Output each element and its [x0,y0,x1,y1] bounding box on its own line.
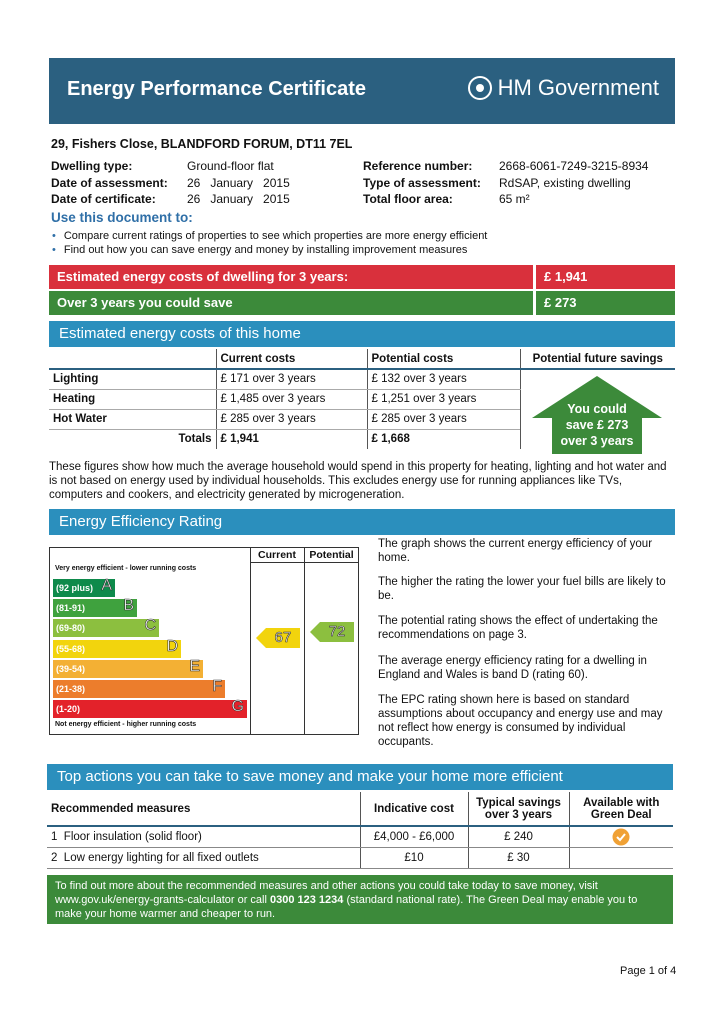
floor-area-label: Total floor area: [363,192,453,206]
current-rating: 67 [274,629,292,646]
header-banner [49,58,675,124]
eer-col-current: Current [258,549,296,561]
eer-heading: Energy Efficiency Rating [49,509,675,535]
band-e: (39-54) E [53,660,203,678]
band-b: (81-91) B [53,599,137,617]
assessment-type-value: RdSAP, existing dwelling [499,176,631,190]
assessment-date-value: 26 January 2015 [187,176,290,190]
dwelling-type-value: Ground-floor flat [187,159,274,173]
hm-government-logo [468,75,659,101]
eer-divider [250,547,251,735]
use-heading: Use this document to: [51,210,193,225]
phone-number[interactable]: 0300 123 1234 [270,894,344,906]
estimated-cost-bar: Estimated energy costs of dwelling for 3 years: [49,265,533,289]
bullet-icon: • [52,244,56,256]
eer-paragraph-4: The average energy efficiency rating for a dwelling in England and Wales is band D (rating 60). [378,655,647,681]
green-deal-tick-icon [612,828,630,846]
band-d: (55-68) D [53,640,181,658]
table-row: 1 Floor insulation (solid floor) £4,000 - £6,000 £ 240 [47,826,673,847]
eer-col-potential: Potential [309,549,354,561]
actions-table [47,792,673,869]
eer-paragraph-2: The higher the rating the lower your fuel bills are likely to be. [378,576,666,602]
reference-label: Reference number: [363,159,473,173]
costs-heading: Estimated energy costs of this home [49,321,675,347]
save-value: £ 273 [536,291,675,315]
reference-value: 2668-6061-7249-3215-8934 [499,159,649,173]
col-savings: Potential future savings [520,349,675,369]
table-row: Lighting £ 171 over 3 years £ 132 over 3 years [49,369,675,389]
bullet-icon: • [52,230,56,242]
crest-icon [468,76,492,100]
use-bullet-2: • Find out how you can save energy and money by installing improvement measures [52,244,468,256]
eer-paragraph-1: The graph shows the current energy efficiency of your home. [378,538,653,564]
page-number: Page 1 of 4 [620,965,677,977]
eer-top-label: Very energy efficient - lower running costs [55,565,197,572]
eer-paragraph-5: The EPC rating shown here is based on standard assumptions about occupancy and energy use and may not reflect how energy is consumed by individual occupants. [378,694,663,748]
band-a: (92 plus) A [53,579,115,597]
estimated-cost-value: £ 1,941 [536,265,675,289]
eer-divider [304,547,305,735]
col-potential: Potential costs [367,349,520,369]
col-current: Current costs [216,349,367,369]
actions-heading: Top actions you can take to save money and make your home more efficient [47,764,673,790]
band-c: (69-80) C [53,619,159,637]
eer-paragraph-3: The potential rating shows the effect of undertaking the recommendations on page 3. [378,615,658,641]
totals-row: Totals £ 1,941 £ 1,668 [49,429,675,449]
use-bullet-1: • Compare current ratings of properties to see which properties are more energy efficient [52,230,488,242]
potential-rating: 72 [328,623,346,640]
certificate-title: Energy Performance Certificate [67,78,367,100]
table-row: Hot Water £ 285 over 3 years £ 285 over 3 years [49,409,675,429]
grants-link[interactable]: www.gov.uk/energy-grants-calculator or call [55,894,270,906]
footer-info: To find out more about the recommended measures and other actions you could take today to save money, visit www.gov.uk/energy-grants-calculator or call 0300 123 1234 (standard national rate). The Green Deal may enable you to make your home warmer and cheaper to run. [47,875,673,924]
band-f: (21-38) F [53,680,225,698]
certificate-date-label: Date of certificate: [51,192,156,206]
costs-note: These figures show how much the average household would spend in this property for heating, lighting and hot water and is not based on energy used by individual households. This excludes energy use for running appliances like TVs, computers and cookers, and electricity generated by microgeneration. [49,461,667,501]
eer-header-line [250,562,359,563]
floor-area-value: 65 m² [499,192,530,206]
savings-callout: You could save £ 273 over 3 years [560,402,634,448]
dwelling-type-label: Dwelling type: [51,159,133,173]
assessment-date-label: Date of assessment: [51,176,168,190]
band-g: (1-20) G [53,700,247,718]
table-row: 2 Low energy lighting for all fixed outlets £10 £ 30 [47,847,673,868]
assessment-type-label: Type of assessment: [363,176,481,190]
table-row: Heating £ 1,485 over 3 years £ 1,251 over 3 years [49,389,675,409]
table-header-row [49,349,675,369]
certificate-date-value: 26 January 2015 [187,192,290,206]
table-header-row: Recommended measures Indicative cost Typical savings over 3 years Available with Green Deal [47,792,673,826]
government-label: HM Government [497,75,659,100]
eer-bottom-label: Not energy efficient - higher running costs [55,721,197,728]
save-bar: Over 3 years you could save [49,291,533,315]
property-address: 29, Fishers Close, BLANDFORD FORUM, DT11 7EL [51,137,353,151]
